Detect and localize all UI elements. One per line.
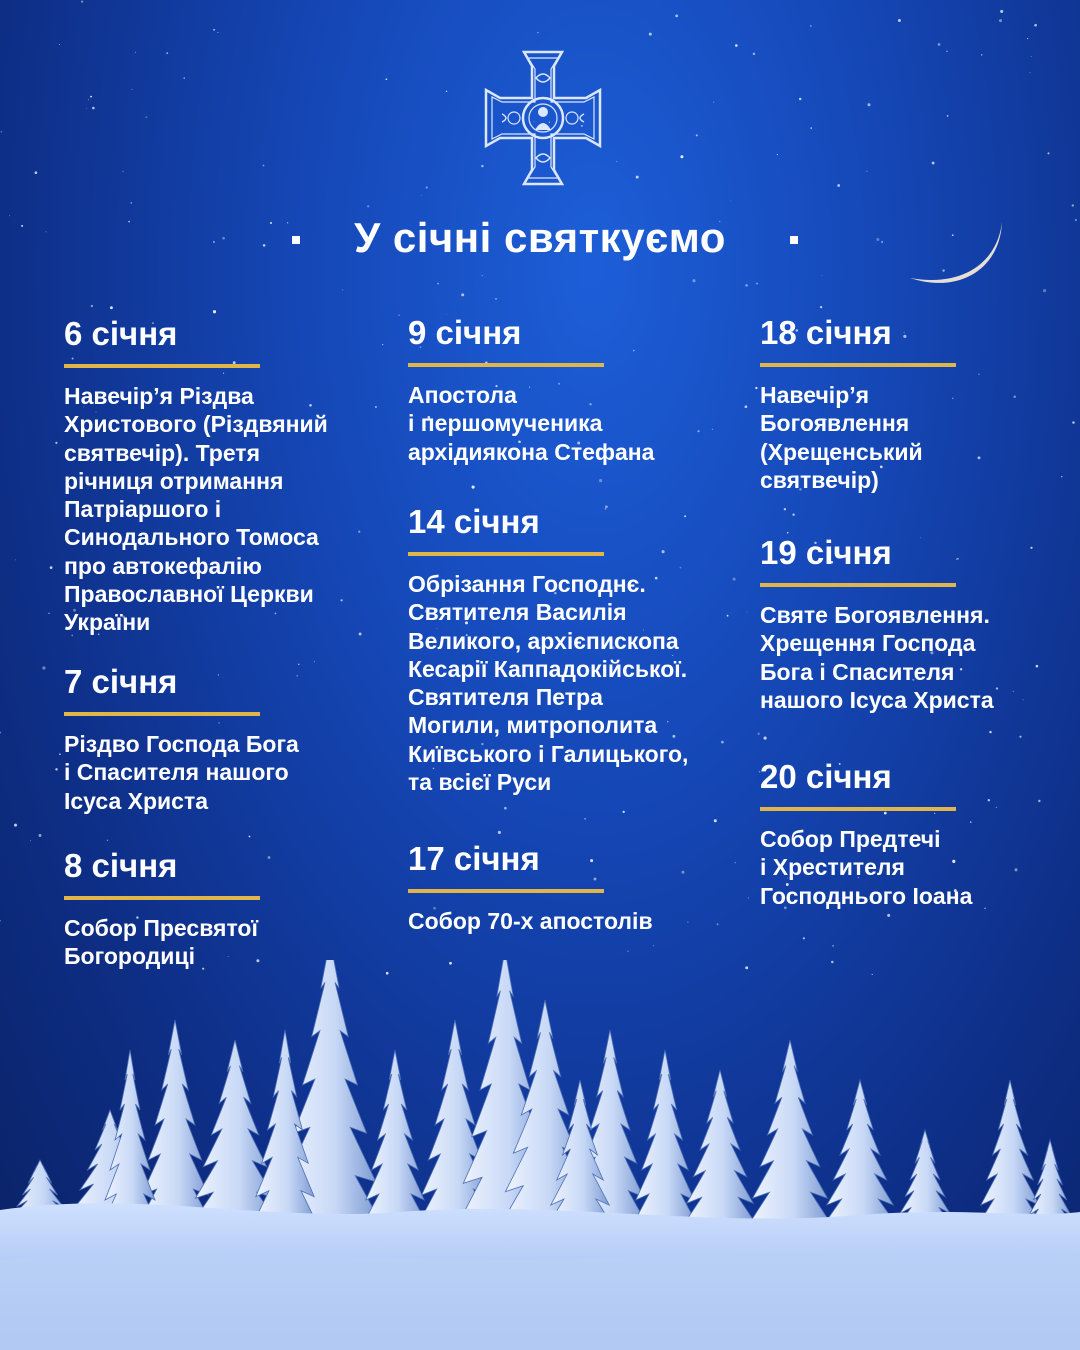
event-jan-7 [64, 662, 364, 815]
star [675, 15, 678, 18]
gold-divider [408, 363, 604, 367]
star [680, 155, 683, 158]
star [803, 937, 805, 939]
star [426, 186, 428, 188]
event-date: 7 січня [64, 663, 178, 700]
star [868, 103, 871, 106]
star [263, 165, 265, 167]
crescent-moon-icon [880, 200, 1020, 310]
star [495, 298, 496, 299]
star [866, 171, 867, 172]
star [735, 44, 738, 47]
star [88, 99, 89, 100]
ornamental-cross-emblem [474, 48, 612, 188]
gold-divider [64, 896, 260, 900]
star [15, 560, 16, 561]
star [1034, 24, 1037, 27]
star [946, 51, 947, 52]
star [636, 176, 639, 179]
star [59, 753, 61, 755]
star [59, 44, 60, 45]
gold-divider [64, 364, 260, 368]
star [183, 77, 184, 78]
title-bullet-right [790, 236, 798, 244]
star [777, 154, 778, 155]
star [981, 54, 983, 56]
star [81, 0, 83, 2]
star [627, 950, 629, 952]
star [792, 514, 794, 516]
gold-divider [760, 807, 956, 811]
star [822, 275, 823, 276]
star [537, 32, 538, 33]
event-jan-6 [64, 314, 364, 637]
star [623, 811, 625, 813]
gold-divider [408, 889, 604, 893]
star [90, 96, 92, 98]
star [249, 836, 251, 838]
star [166, 52, 168, 54]
star [42, 666, 45, 669]
star [756, 283, 758, 285]
event-jan-19 [760, 533, 1060, 714]
star [498, 831, 501, 834]
gold-divider [408, 552, 604, 556]
star [1043, 289, 1046, 292]
star [107, 840, 108, 841]
star [599, 479, 602, 482]
star [653, 945, 654, 946]
star [446, 91, 447, 92]
snowy-fir-tree [630, 1050, 700, 1230]
star [820, 306, 822, 308]
event-jan-14 [408, 502, 728, 796]
star [39, 834, 42, 837]
star [649, 33, 652, 36]
event-date: 6 січня [64, 315, 178, 352]
gold-divider [760, 583, 956, 587]
event-description: Собор Пресвятої Богородиці [64, 915, 258, 970]
star [145, 116, 147, 118]
star [799, 98, 801, 100]
star [213, 310, 216, 313]
star [398, 314, 400, 316]
star [713, 101, 714, 102]
star [1031, 56, 1032, 57]
event-jan-8 [64, 846, 364, 971]
star [1027, 38, 1028, 39]
event-jan-9 [408, 313, 728, 466]
star [999, 19, 1002, 22]
star [932, 162, 935, 165]
event-description: Навечір’я Богоявлення (Хрещенський святвечір) [760, 382, 923, 493]
event-date: 19 січня [760, 534, 892, 571]
star [748, 897, 749, 898]
star [758, 733, 760, 735]
star [1019, 736, 1021, 738]
star [1072, 204, 1074, 206]
event-description: Собор 70-х апостолів [408, 908, 653, 934]
snowy-fir-tree [135, 1020, 215, 1230]
event-description: Святе Богоявлення. Хрещення Господа Бога і Спасителя нашого Ісуса Христа [760, 602, 994, 713]
star [692, 279, 695, 282]
event-date: 14 січня [408, 503, 540, 540]
star [837, 184, 840, 187]
star [86, 108, 87, 109]
star [989, 731, 991, 733]
star [0, 732, 1, 734]
star [472, 486, 475, 489]
star [714, 819, 717, 822]
event-description: Собор Предтечі і Хрестителя Господнього Іоана [760, 826, 973, 909]
star [35, 171, 38, 174]
star [0, 920, 1, 922]
star [461, 293, 464, 296]
star [832, 945, 834, 947]
gold-divider [760, 363, 956, 367]
star [735, 862, 736, 863]
star [375, 406, 377, 408]
star [938, 43, 941, 46]
snowy-fir-tree [745, 1040, 835, 1230]
star [504, 807, 507, 810]
event-description: Різдво Господа Бога і Спасителя нашого Ісуса Христа [64, 731, 299, 814]
event-date: 8 січня [64, 847, 178, 884]
star [50, 566, 53, 569]
star [14, 824, 17, 827]
star [810, 127, 812, 129]
star [92, 107, 95, 110]
star [947, 115, 949, 117]
star [217, 32, 218, 33]
star [764, 737, 767, 740]
star [730, 200, 731, 201]
event-date: 18 січня [760, 314, 892, 351]
star [1061, 476, 1062, 477]
star [437, 283, 439, 285]
star [342, 289, 343, 290]
page-title: У січні святкуємо [354, 214, 726, 261]
star [745, 284, 748, 287]
event-jan-17 [408, 839, 728, 935]
star [747, 611, 748, 612]
star [1029, 72, 1030, 73]
star [55, 442, 57, 444]
star [30, 840, 31, 841]
star [1047, 152, 1049, 154]
event-jan-20 [760, 757, 1060, 910]
star [110, 306, 113, 309]
event-date: 20 січня [760, 758, 892, 795]
event-date: 17 січня [408, 840, 540, 877]
star [584, 818, 586, 820]
star [55, 768, 57, 770]
star [1, 131, 3, 133]
star [755, 387, 757, 389]
star [386, 78, 388, 80]
star [784, 508, 786, 510]
star [1000, 10, 1003, 13]
event-date: 9 січня [408, 314, 522, 351]
star [616, 161, 617, 162]
event-jan-18 [760, 313, 1060, 494]
star [122, 171, 123, 172]
star [696, 134, 698, 136]
star [898, 19, 901, 22]
star [887, 914, 890, 917]
star [745, 405, 748, 408]
snowy-forest-illustration [0, 960, 1080, 1350]
star [482, 275, 483, 276]
star [421, 195, 422, 196]
event-description: Навечір’я Різдва Христового (Різдвяний святвечір). Третя річниця отримання Патріаршого і Синодального Томоса про автокефалію Православної Церкви України [64, 383, 328, 636]
star [810, 25, 812, 27]
star [753, 53, 755, 55]
star [213, 29, 215, 31]
star [1072, 421, 1074, 423]
snowy-fir-tree [820, 1080, 900, 1230]
star [733, 578, 736, 581]
event-description: Апостола і першомученика архідиякона Стефана [408, 382, 655, 465]
star [132, 89, 133, 90]
star [48, 613, 49, 614]
star [130, 202, 132, 204]
star [91, 305, 93, 307]
star [382, 344, 383, 345]
star [135, 52, 136, 53]
event-description: Обрізання Господнє. Святителя Василія Великого, архієпископа Кесарії Каппадокійської. Святителя Петра Могили, митрополита Київського і Галицького, та всієї Руси [408, 571, 689, 796]
snowy-fir-tree [680, 1070, 760, 1230]
gold-divider [64, 712, 260, 716]
